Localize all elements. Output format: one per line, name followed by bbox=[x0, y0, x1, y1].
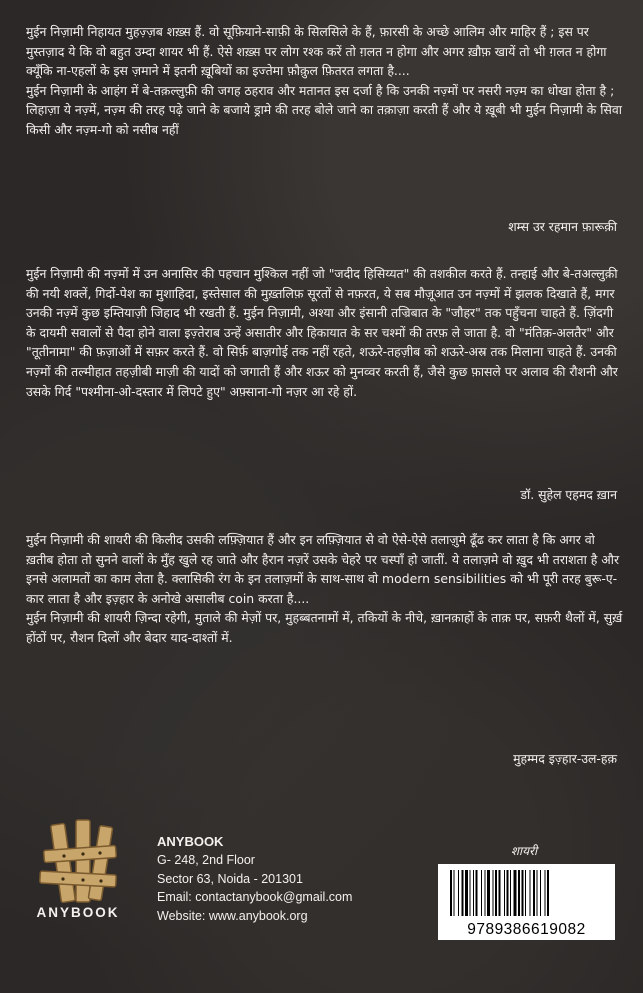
review-1-text: मुईन निज़ामी निहायत मुहज़्ज़ब शख़्स हैं. वो सूफ़ियाने-साफ़ी के सिलसिले के हैं, फ़ारसी के अच्छे आलिम और माहिर हैं ; इस पर मुस्तज़ाद ये कि वो बहुत उम्दा शायर भी हैं. ऐसे शख़्स पर लोग रश्क करें तो ग़लत न होगा और अगर ख़ौफ़ खायें तो भी ग़लत न होगा क्यूँकि ना-एहलों के इस ज़माने में इतनी ख़ूबियों का इज्तेमा फ़ौक़ुल फ़ितरत लगता है.... मुईन निज़ामी के आहंग में बे-तक़ल्लुफ़ी की जगह ठहराव और मतानत इस दर्जा है कि उनकी नज़्मों पर नसरी नज़्म का धोखा होता है ; लिहाज़ा ये नज़्में, नज़्म की तरह पढ़े जाने के बजाये ड्रामे की तरह बोले जाने का तक़ाज़ा करती हैं और ये ख़ूबी भी मुईन निज़ामी के सिवा किसी और नज़्म-गो को नसीब नहीं bbox=[26, 24, 622, 137]
isbn-number: 9789386619082 bbox=[467, 921, 586, 938]
review-1-author: शम्स उर रहमान फ़ारूक़ी bbox=[508, 219, 617, 234]
publisher-info bbox=[157, 833, 352, 925]
publisher-address-line-1: G- 248, 2nd Floor bbox=[157, 853, 255, 868]
publisher-email: Email: contactanybook@gmail.com bbox=[157, 890, 353, 905]
review-2-text: मुईन निज़ामी की नज़्मों में उन अनासिर की पहचान मुश्किल नहीं जो "जदीद हिसिय्यत" की तशकील करते हैं. तन्हाई और बे-तअल्लुक़ी की नयी शक्लें, गिर्दो-पेश का मुशाहिदा, इस्तेसाल की मुख़्तलिफ़ सूरतों से नफ़रत, ये सब मौज़ूआत उन नज़्मों में झलक दिखाते हैं, मगर उनकी नज़्में कुछ इम्तियाज़ी जिहाद भी रखती हैं. मुईन निज़ामी, अश्या और इंसानी तज्रिबात के "जौहर" तक पहुँचना चाहते हैं. ज़िंदगी के दायमी सवालों से पैदा होने वाला इज़्तेराब उन्हें असातीर और हिकायात के सर चश्मों की तरफ़ ले जाता है. वो "मंतिक़-अलतैर" और "तूतीनामा" की फ़ज़ाओं में सफ़र करते हैं. वो सिर्फ़ बाज़गोई तक नहीं रहते, शऊरे-तहज़ीब को शऊरे-अस्र तक मिलाना चाहते हैं. उनकी नज़्मों की तल्मीहात तहज़ीबी माज़ी की यादों को जगाती हैं और शऊर को मुनव्वर करती हैं, जैसे कुछ फ़ासले पर अलाव की रौशनी और उसके गिर्द "पश्मीना-ओ-दस्तार में लिपटे हुए" अफ़्साना-गो नज़र आ रहे हों. bbox=[26, 266, 618, 399]
barcode-icon bbox=[438, 864, 615, 924]
logo-wordmark: ANYBOOK bbox=[36, 905, 120, 920]
genre-label: शायरी bbox=[510, 844, 538, 858]
publisher-name: ANYBOOK bbox=[157, 834, 224, 849]
publisher-website: Website: www.anybook.org bbox=[157, 908, 308, 923]
review-3-text: मुईन निज़ामी की शायरी की किलीद उसकी लफ़्ज़ियात हैं और इन लफ़्ज़ियात से वो ऐसे-ऐसे तलाज़ुमे ढूँढ कर लाता है कि अगर वो ख़तीब होता तो सुनने वालों के मुँह खुले रह जाते और हैरान नज़रें उसके चेहरे पर चस्पाँ हो जातीं. ये तलाज़मे वो ख़ुद भी तराशता है और इनसे अलामतों का काम लेता है. क्लासिकी रंग के इन तलाज़मों के साथ-साथ वो modern sensibilities को भी पूरी तरह बुरू-ए-कार लाता है और इज़्हार के अनोखे असालीब coin करता है.... मुईन निज़ामी की शायरी ज़िन्दा रहेगी, मुताले की मेज़ों पर, मुहब्बतनामों में, तकियों के नीचे, ख़ानक़ाहों के ताक़ पर, सफ़री थैलों में, सुर्ख़ होंठों पर, रौशन दिलों और बेदार याद-दाश्तों में. bbox=[26, 532, 623, 645]
review-2-author: डॉ. सुहेल एहमद ख़ान bbox=[520, 487, 617, 502]
review-3-author: मुहम्मद इज़्हार-उल-हक़ bbox=[513, 751, 617, 766]
publisher-address-line-2: Sector 63, Noida - 201301 bbox=[157, 871, 303, 886]
